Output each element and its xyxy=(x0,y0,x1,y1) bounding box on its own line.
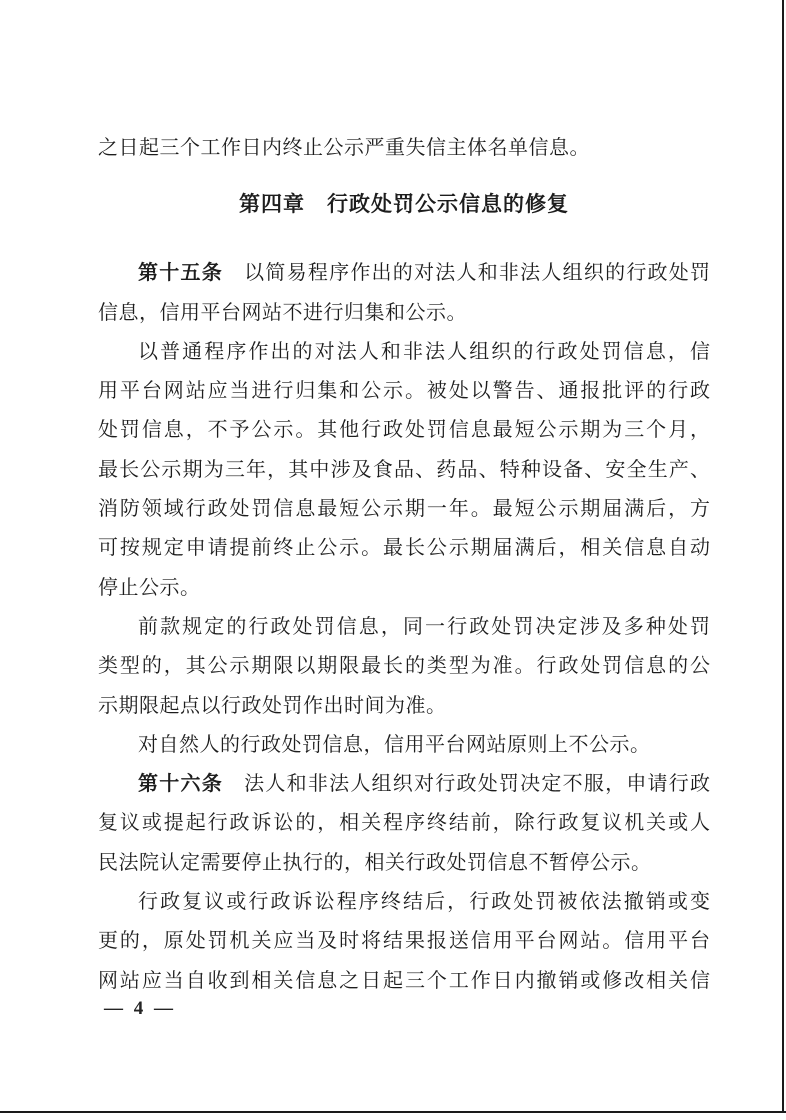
text-line: 用平台网站应当进行归集和公示。被处以警告、通报批评的行政 xyxy=(98,380,710,403)
text-line: 示期限起点以行政处罚作出时间为准。 xyxy=(98,694,447,717)
article-number-bold: 第十五条 xyxy=(138,262,223,285)
page-number: — 4 — xyxy=(104,998,176,1019)
text-line: 信息，信用平台网站不进行归集和公示。 xyxy=(98,301,467,324)
text-line: 类型的，其公示期限以期限最长的类型为准。行政处罚信息的公 xyxy=(98,655,710,678)
text-line: 民法院认定需要停止执行的，相关行政处罚信息不暂停公示。 xyxy=(98,851,652,874)
intro-continuation-line: 之日起三个工作日内终止公示严重失信主体名单信息。 xyxy=(98,137,590,159)
text-line: 第十五条 以简易程序作出的对法人和非法人组织的行政处罚 xyxy=(138,262,711,285)
text-line: 最长公示期为三年，其中涉及食品、药品、特种设备、安全生产、 xyxy=(98,458,710,481)
body-lines xyxy=(98,254,710,1001)
text-line: 对自然人的行政处罚信息，信用平台网站原则上不公示。 xyxy=(138,733,651,756)
text-line: 网站应当自收到相关信息之日起三个工作日内撤销或修改相关信 xyxy=(98,969,710,992)
page-content xyxy=(98,0,710,1001)
text-line: 以普通程序作出的对法人和非法人组织的行政处罚信息，信 xyxy=(138,340,710,363)
chapter-heading: 第四章 行政处罚公示信息的修复 xyxy=(239,192,569,217)
scan-edge-right xyxy=(782,0,784,1113)
text-line: 停止公示。 xyxy=(98,576,201,599)
article-number-bold: 第十六条 xyxy=(138,773,223,796)
text-line: 复议或提起行政诉讼的，相关程序终结前，除行政复议机关或人 xyxy=(98,812,710,835)
text-line: 更的，原处罚机关应当及时将结果报送信用平台网站。信用平台 xyxy=(98,930,710,953)
text-line: 第十六条 法人和非法人组织对行政处罚决定不服，申请行政 xyxy=(138,773,711,796)
text-line: 可按规定申请提前终止公示。最长公示期届满后，相关信息自动 xyxy=(98,537,710,560)
text-line: 消防领域行政处罚信息最短公示期一年。最短公示期届满后，方 xyxy=(98,498,710,521)
text-line: 前款规定的行政处罚信息，同一行政处罚决定涉及多种处罚 xyxy=(138,615,710,638)
scan-edge-bottom xyxy=(0,1111,786,1113)
text-line: 处罚信息，不予公示。其他行政处罚信息最短公示期为三个月， xyxy=(98,419,710,442)
text-line: 行政复议或行政诉讼程序终结后，行政处罚被依法撤销或变 xyxy=(138,891,710,914)
